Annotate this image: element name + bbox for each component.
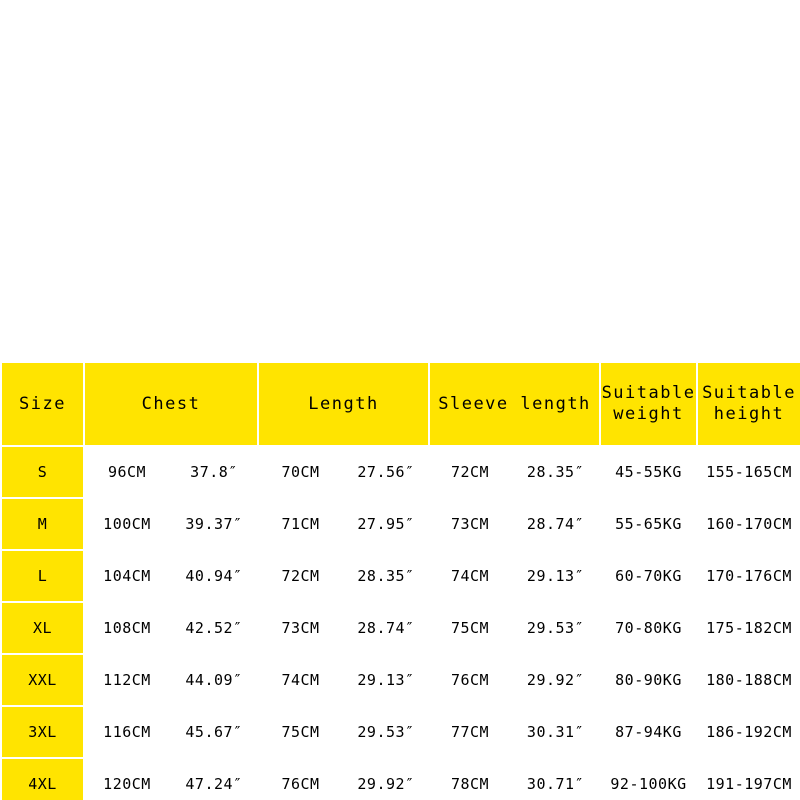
cell-length-in: 29.92″ <box>343 758 429 800</box>
column-header-chest: Chest <box>84 362 258 446</box>
column-header-suitable-height <box>697 362 800 446</box>
cell-length-cm: 73CM <box>258 602 343 654</box>
column-header-sleeve-length: Sleeve length <box>429 362 600 446</box>
cell-length-in: 28.35″ <box>343 550 429 602</box>
cell-sleeve-cm: 76CM <box>429 654 511 706</box>
suitable-weight-line-2: weight <box>613 404 684 424</box>
column-header-length: Length <box>258 362 429 446</box>
cell-chest-cm: 96CM <box>84 446 170 498</box>
cell-chest-cm: 116CM <box>84 706 170 758</box>
cell-size: S <box>1 446 84 498</box>
cell-sleeve-cm: 78CM <box>429 758 511 800</box>
table-row <box>1 446 800 498</box>
cell-sleeve-cm: 72CM <box>429 446 511 498</box>
cell-height: 186-192CM <box>697 706 800 758</box>
cell-sleeve-in: 29.13″ <box>511 550 600 602</box>
table-header-row <box>1 362 800 446</box>
cell-length-cm: 75CM <box>258 706 343 758</box>
cell-sleeve-cm: 77CM <box>429 706 511 758</box>
cell-size: XXL <box>1 654 84 706</box>
cell-chest-cm: 100CM <box>84 498 170 550</box>
suitable-weight-line-1: Suitable <box>601 382 696 403</box>
cell-sleeve-cm: 73CM <box>429 498 511 550</box>
cell-weight: 60-70KG <box>600 550 697 602</box>
cell-chest-in: 44.09″ <box>170 654 258 706</box>
cell-chest-in: 40.94″ <box>170 550 258 602</box>
cell-size: M <box>1 498 84 550</box>
column-header-size: Size <box>1 362 84 446</box>
cell-length-cm: 71CM <box>258 498 343 550</box>
cell-height: 155-165CM <box>697 446 800 498</box>
cell-chest-in: 42.52″ <box>170 602 258 654</box>
cell-length-cm: 74CM <box>258 654 343 706</box>
table-row <box>1 654 800 706</box>
cell-chest-cm: 108CM <box>84 602 170 654</box>
cell-chest-cm: 104CM <box>84 550 170 602</box>
cell-height: 170-176CM <box>697 550 800 602</box>
cell-length-cm: 76CM <box>258 758 343 800</box>
cell-weight: 55-65KG <box>600 498 697 550</box>
cell-size: XL <box>1 602 84 654</box>
cell-size: L <box>1 550 84 602</box>
table-row <box>1 758 800 800</box>
table-row <box>1 498 800 550</box>
cell-sleeve-in: 30.71″ <box>511 758 600 800</box>
cell-length-in: 27.95″ <box>343 498 429 550</box>
cell-chest-in: 47.24″ <box>170 758 258 800</box>
size-chart-table <box>0 361 800 800</box>
table-row <box>1 550 800 602</box>
cell-sleeve-cm: 75CM <box>429 602 511 654</box>
cell-weight: 45-55KG <box>600 446 697 498</box>
cell-length-in: 29.13″ <box>343 654 429 706</box>
cell-chest-in: 37.8″ <box>170 446 258 498</box>
table-row <box>1 602 800 654</box>
cell-size: 3XL <box>1 706 84 758</box>
column-header-suitable-weight <box>600 362 697 446</box>
cell-sleeve-in: 30.31″ <box>511 706 600 758</box>
suitable-height-line-1: Suitable <box>702 382 796 403</box>
cell-chest-cm: 120CM <box>84 758 170 800</box>
cell-height: 191-197CM <box>697 758 800 800</box>
cell-weight: 92-100KG <box>600 758 697 800</box>
cell-length-in: 29.53″ <box>343 706 429 758</box>
cell-sleeve-in: 29.53″ <box>511 602 600 654</box>
cell-sleeve-in: 28.74″ <box>511 498 600 550</box>
cell-sleeve-in: 29.92″ <box>511 654 600 706</box>
cell-length-in: 28.74″ <box>343 602 429 654</box>
cell-weight: 87-94KG <box>600 706 697 758</box>
cell-chest-in: 39.37″ <box>170 498 258 550</box>
table-row <box>1 706 800 758</box>
cell-length-cm: 70CM <box>258 446 343 498</box>
cell-length-in: 27.56″ <box>343 446 429 498</box>
cell-sleeve-cm: 74CM <box>429 550 511 602</box>
cell-sleeve-in: 28.35″ <box>511 446 600 498</box>
cell-weight: 70-80KG <box>600 602 697 654</box>
cell-size: 4XL <box>1 758 84 800</box>
suitable-height-line-2: height <box>713 404 785 424</box>
cell-weight: 80-90KG <box>600 654 697 706</box>
cell-height: 180-188CM <box>697 654 800 706</box>
cell-length-cm: 72CM <box>258 550 343 602</box>
cell-height: 175-182CM <box>697 602 800 654</box>
cell-chest-in: 45.67″ <box>170 706 258 758</box>
cell-height: 160-170CM <box>697 498 800 550</box>
cell-chest-cm: 112CM <box>84 654 170 706</box>
